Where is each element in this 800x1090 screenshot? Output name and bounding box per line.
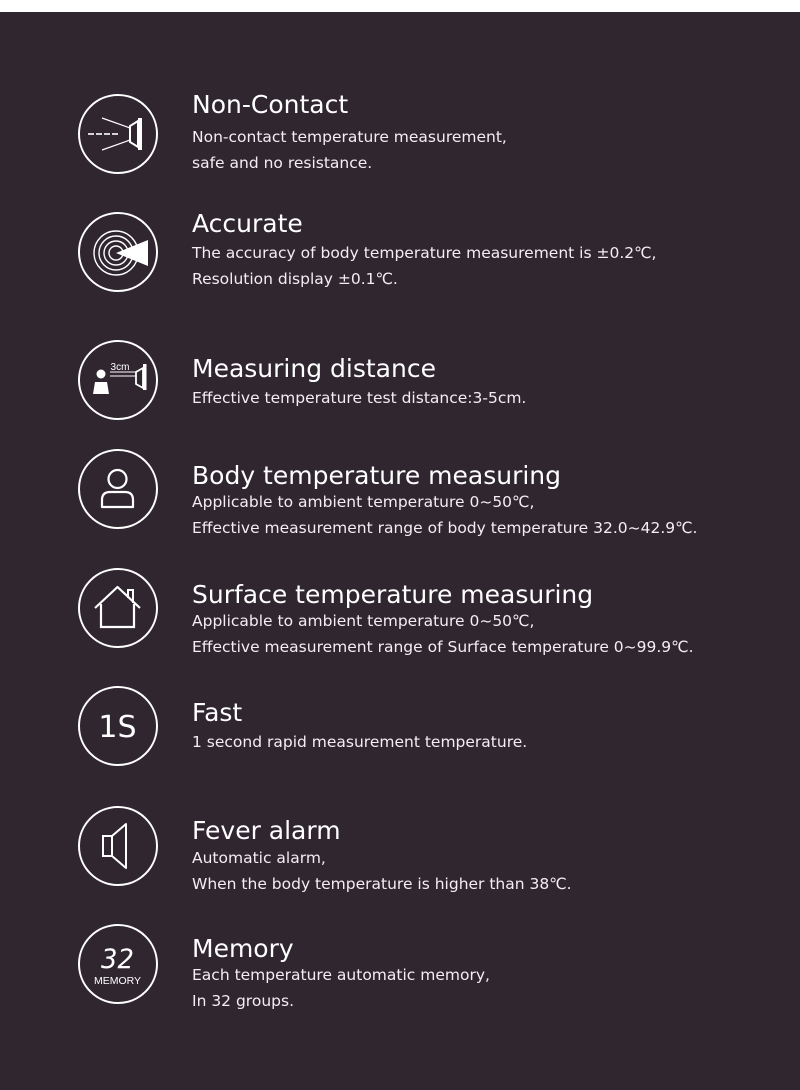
feature-desc-line: Effective temperature test distance:3-5cm. — [192, 389, 527, 407]
non-contact-icon — [78, 94, 158, 174]
feature-panel — [0, 12, 800, 1090]
feature-title: Memory — [192, 934, 294, 963]
feature-title: Accurate — [192, 209, 303, 238]
feature-desc-line: Non-contact temperature measurement, — [192, 128, 507, 146]
house-icon — [78, 568, 158, 648]
feature-desc-line: Applicable to ambient temperature 0~50℃, — [192, 612, 535, 630]
feature-title: Surface temperature measuring — [192, 580, 594, 609]
feature-desc-line: The accuracy of body temperature measurement is ±0.2℃, — [192, 244, 657, 262]
feature-text — [192, 354, 792, 411]
feature-desc-line: Effective measurement range of Surface temperature 0~99.9℃. — [192, 638, 694, 656]
feature-text — [192, 698, 792, 755]
feature-title: Non-Contact — [192, 90, 349, 119]
feature-desc-line: Effective measurement range of body temperature 32.0~42.9℃. — [192, 519, 698, 537]
memory-icon-number: 32 — [101, 944, 134, 975]
feature-desc-line: safe and no resistance. — [192, 154, 373, 172]
feature-title: Fast — [192, 698, 243, 727]
feature-title: Measuring distance — [192, 354, 436, 383]
feature-title: Fever alarm — [192, 816, 341, 845]
distance-icon — [78, 340, 158, 420]
one-second-icon — [78, 686, 158, 766]
feature-text — [192, 580, 792, 660]
feature-desc-line: 1 second rapid measurement temperature. — [192, 733, 528, 751]
feature-title: Body temperature measuring — [192, 461, 562, 490]
feature-text — [192, 816, 792, 897]
target-icon — [78, 212, 158, 292]
memory-icon — [78, 924, 158, 1004]
feature-text — [192, 209, 792, 292]
one-second-icon-label: 1S — [98, 710, 137, 745]
feature-text — [192, 934, 792, 1014]
feature-text — [192, 461, 792, 541]
distance-icon-label: 3cm — [110, 362, 130, 373]
memory-icon-label: MEMORY — [93, 975, 142, 987]
feature-desc-line: Resolution display ±0.1℃. — [192, 270, 398, 288]
feature-desc-line: In 32 groups. — [192, 992, 294, 1010]
feature-desc-line: Each temperature automatic memory, — [192, 966, 490, 984]
person-icon — [78, 449, 158, 529]
feature-desc-line: Applicable to ambient temperature 0~50℃, — [192, 493, 535, 511]
speaker-icon — [78, 806, 158, 886]
feature-desc-line: Automatic alarm, — [192, 849, 326, 867]
feature-text — [192, 90, 792, 176]
feature-desc-line: When the body temperature is higher than 38℃. — [192, 875, 572, 893]
